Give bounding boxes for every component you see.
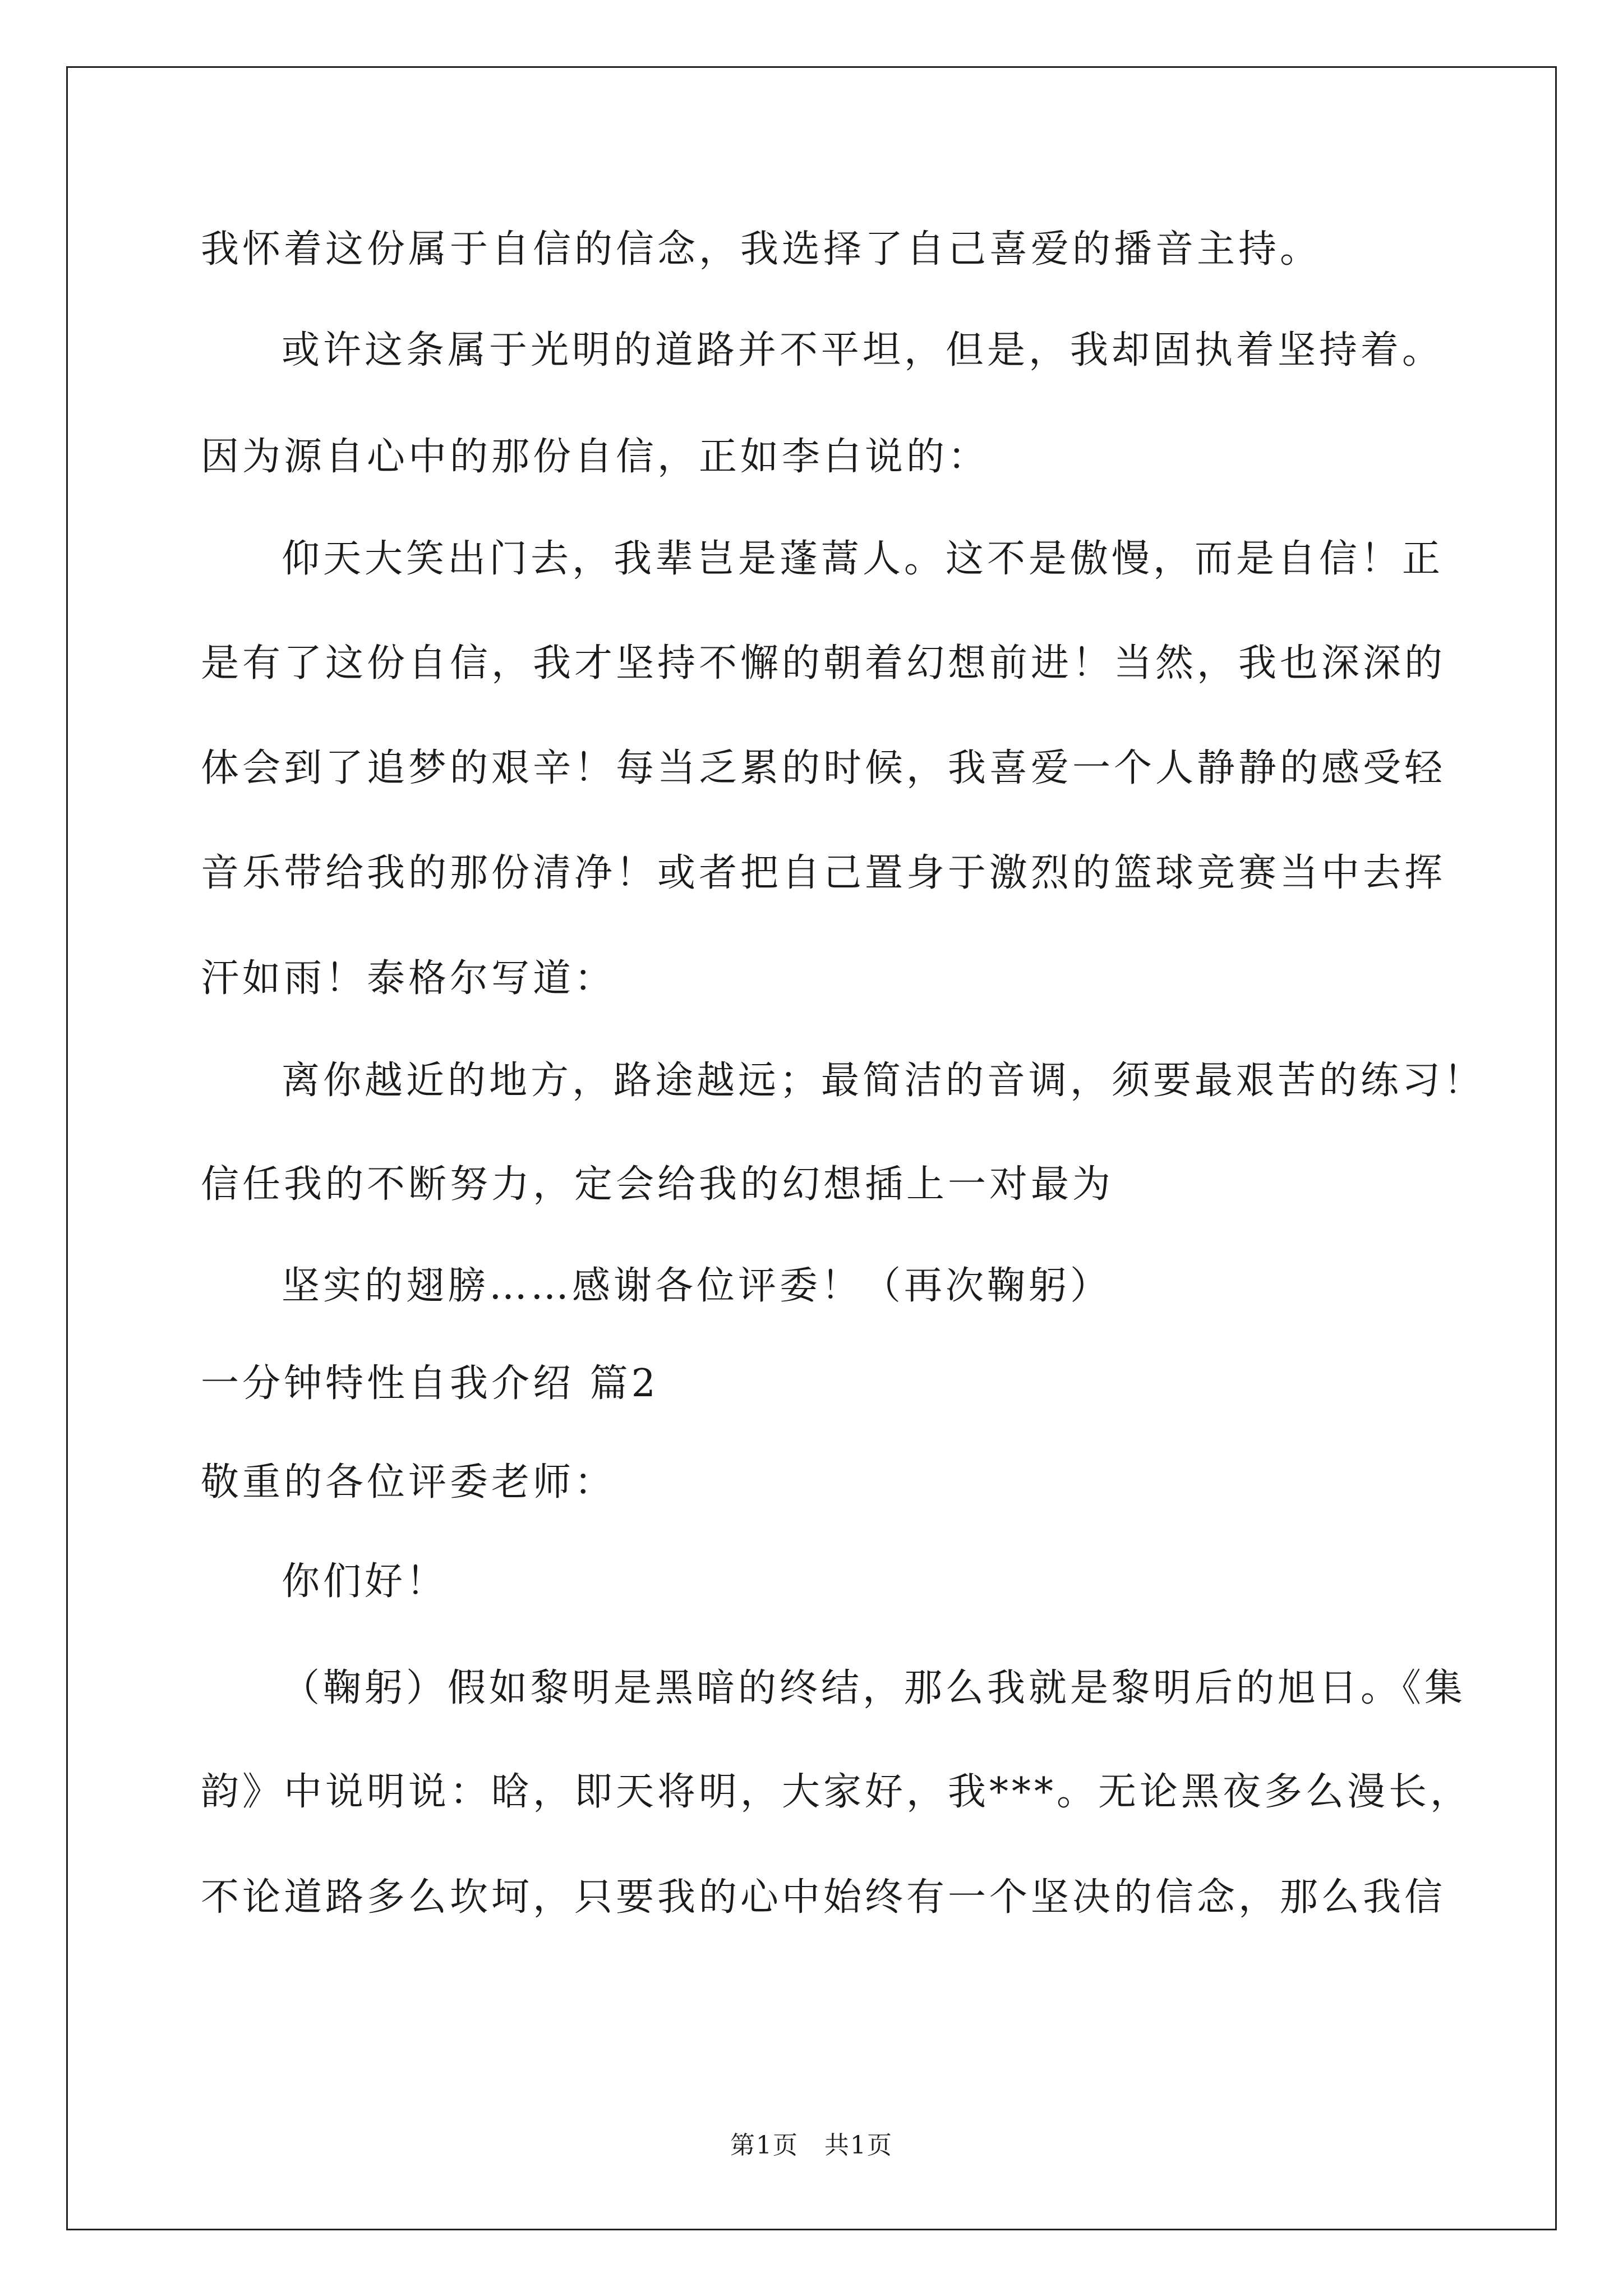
text-line: 不论道路多么坎坷，只要我的心中始终有一个坚决的信念，那么我信: [201, 1875, 1446, 1920]
text-line: 仰天大笑出门去，我辈岂是蓬蒿人。这不是傲慢，而是自信！正: [282, 537, 1444, 581]
text-line: 我怀着这份属于自信的信念，我选择了自己喜爱的播音主持。: [201, 227, 1322, 272]
text-line: 汗如雨！泰格尔写道：: [201, 956, 616, 1001]
salutation: 敬重的各位评委老师：: [201, 1460, 616, 1504]
section-heading: 一分钟特性自我介绍 篇2: [201, 1361, 659, 1406]
text-line: 音乐带给我的那份清净！或者把自己置身于激烈的篮球竞赛当中去挥: [201, 851, 1446, 895]
text-line: 离你越近的地方，路途越远；最简洁的音调，须要最艰苦的练习！: [282, 1059, 1486, 1103]
greeting: 你们好！: [282, 1559, 448, 1604]
text-line: （鞠躬）假如黎明是黑暗的终结，那么我就是黎明后的旭日。《集: [282, 1666, 1467, 1710]
text-line: 或许这条属于光明的道路并不平坦，但是，我却固执着坚持着。: [282, 328, 1444, 372]
text-line: 因为源自心中的那份自信，正如李白说的：: [201, 435, 990, 479]
page-footer: 第1页 共1页: [730, 2131, 893, 2160]
text-line: 坚实的翅膀……感谢各位评委！（再次鞠躬）: [282, 1264, 1112, 1308]
text-line: 是有了这份自信，我才坚持不懈的朝着幻想前进！当然，我也深深的: [201, 641, 1446, 685]
text-line: 信任我的不断努力，定会给我的幻想插上一对最为: [201, 1162, 1114, 1207]
text-line: 韵》中说明说：晗，即天将明，大家好，我***。无论黑夜多么漫长，: [201, 1770, 1472, 1814]
text-line: 体会到了追梦的艰辛！每当乏累的时候，我喜爱一个人静静的感受轻: [201, 746, 1446, 790]
